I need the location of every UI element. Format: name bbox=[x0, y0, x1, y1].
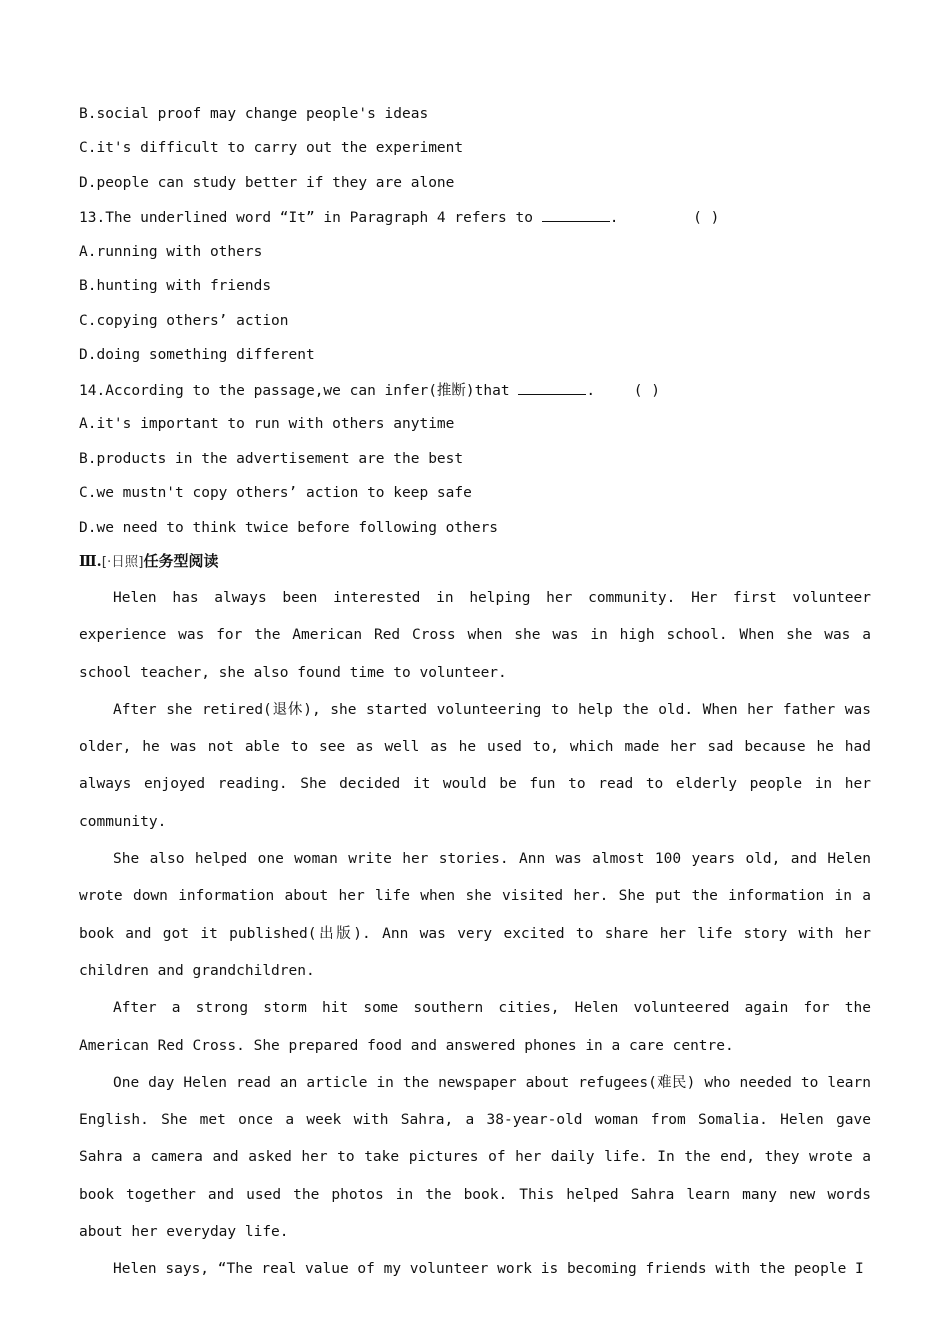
q12-option-b: B.social proof may change people's ideas bbox=[79, 106, 429, 122]
reading-passage bbox=[79, 580, 871, 1289]
q14-answer-paren[interactable]: ( ) bbox=[633, 383, 660, 399]
q14-stem bbox=[79, 380, 660, 400]
q12-option-c: C.it's difficult to carry out the experiment bbox=[79, 140, 464, 156]
q14-option-a: A.it's important to run with others anytime bbox=[79, 416, 455, 432]
q14-option-d: D.we need to think twice before following others bbox=[79, 520, 499, 536]
q14-option-b: B.products in the advertisement are the best bbox=[79, 451, 464, 467]
q13-option-c: C.copying others’ action bbox=[79, 313, 289, 329]
q12-option-d: D.people can study better if they are alone bbox=[79, 175, 455, 191]
passage-paragraph: After a strong storm hit some southern cities, Helen volunteered again for the American Red Cross. She prepared food and answered phones in a care centre. bbox=[79, 1000, 871, 1054]
q13-stem bbox=[79, 207, 719, 227]
q13-stem-text: 13.The underlined word “It” in Paragraph 4 refers to bbox=[79, 210, 542, 226]
q14-stem-text: 14.According to the passage,we can infer(推断)that bbox=[79, 383, 519, 399]
section-title: 任务型阅读 bbox=[143, 552, 219, 570]
q14-stem-end: . bbox=[586, 383, 596, 399]
passage-paragraph: One day Helen read an article in the newspaper about refugees(难民) who needed to learn English. She met once a week with Sahra, a 38-year-old woman from Somalia. Helen gave Sahra a camera and asked her to take pictures of her daily life. In the end, they wrote a book together and used the photos in the book. This helped Sahra learn many new words about her everyday life. bbox=[79, 1074, 871, 1241]
section-number: Ⅲ. bbox=[79, 553, 102, 570]
q13-answer-paren[interactable]: ( ) bbox=[693, 210, 720, 226]
q14-answer-blank[interactable] bbox=[518, 380, 586, 395]
q13-option-b: B.hunting with friends bbox=[79, 278, 272, 294]
section-source-tag: [·日照] bbox=[101, 554, 144, 570]
q13-stem-end: . bbox=[609, 210, 619, 226]
q13-option-d: D.doing something different bbox=[79, 347, 315, 363]
passage-paragraph: After she retired(退休), she started volunteering to help the old. When her father was older, he was not able to see as well as he used to, which made her sad because he had always enjoyed reading. She decided it would be fun to read to elderly people in her community. bbox=[79, 701, 871, 830]
q13-option-a: A.running with others bbox=[79, 244, 263, 260]
q13-answer-blank[interactable] bbox=[542, 207, 610, 222]
section-heading bbox=[79, 551, 219, 572]
passage-paragraph: Helen has always been interested in helping her community. Her first volunteer experience was for the American Red Cross when she was in high school. When she was a school teacher, she also found time to volunteer. bbox=[79, 590, 871, 681]
q14-option-c: C.we mustn't copy others’ action to keep safe bbox=[79, 485, 472, 501]
passage-paragraph: She also helped one woman write her stories. Ann was almost 100 years old, and Helen wrote down information about her life when she visited her. She put the information in a book and got it published(出版). Ann was very excited to share her life story with her children and grandchildren. bbox=[79, 851, 871, 979]
passage-paragraph: Helen says, “The real value of my volunteer work is becoming friends with the people I bbox=[113, 1261, 864, 1278]
